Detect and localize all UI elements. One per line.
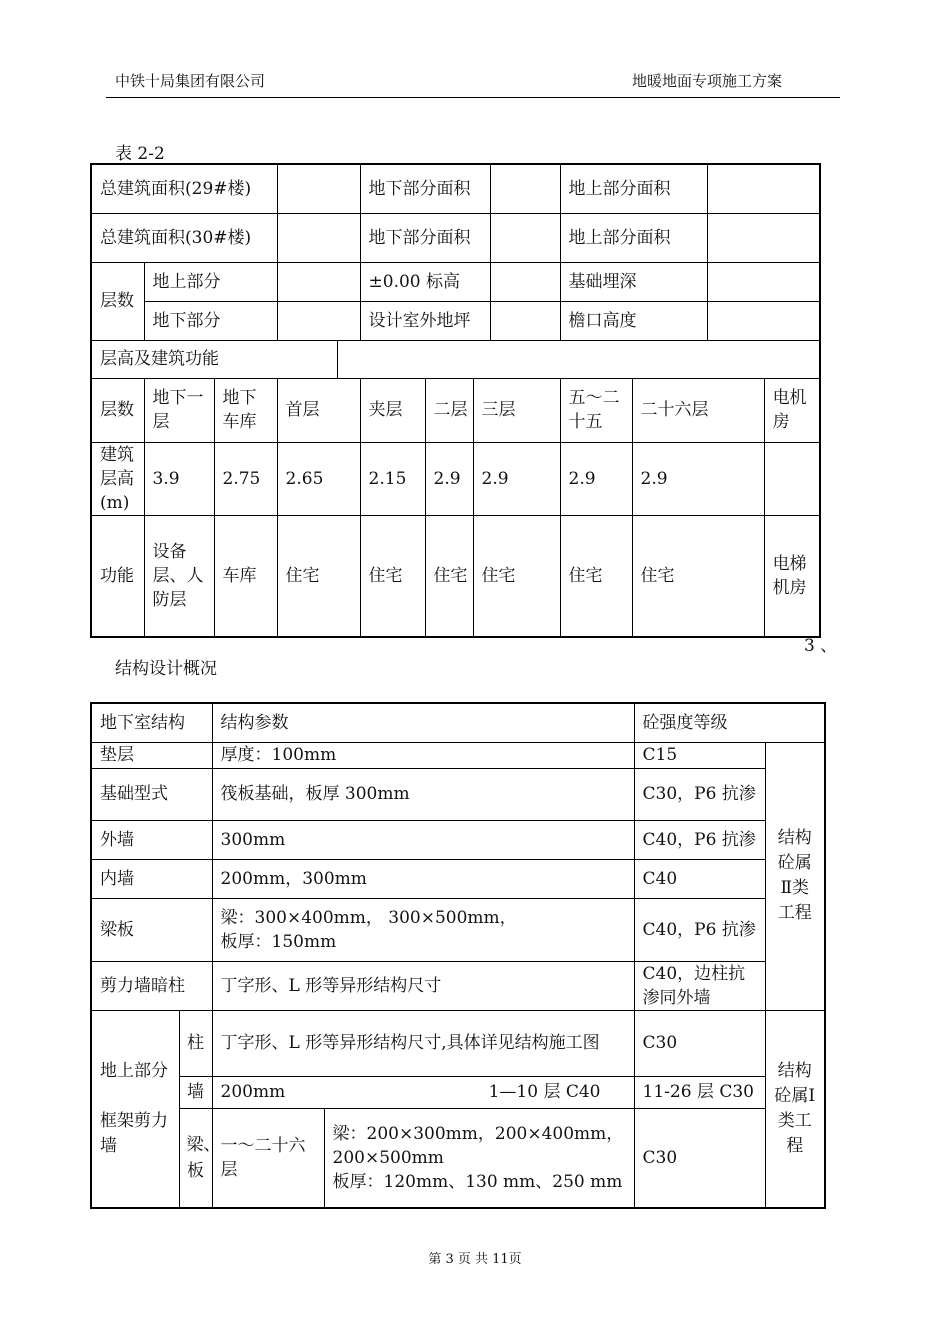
table-row [91, 1108, 825, 1208]
table-row [91, 898, 825, 961]
foundation-depth-label: 基础埋深 [560, 262, 707, 301]
row-param: 梁：300×400mm， 300×500mm， 板厚：150mm [212, 898, 634, 961]
col-header-basement: 地下室结构 [91, 703, 212, 742]
beam-label-cell [179, 1108, 221, 1208]
aboveground-area-value [707, 164, 820, 213]
col-header-params: 结构参数 [212, 703, 634, 742]
aboveground-area-label: 地上部分面积 [560, 164, 707, 213]
column-label: 柱 [179, 1010, 212, 1076]
table-row [91, 768, 825, 820]
underground-area-label: 地下部分面积 [360, 164, 490, 213]
height-value: 3.9 [144, 442, 214, 515]
column-param: 丁字形、L 形等异形结构尺寸,具体详见结构施工图 [212, 1010, 634, 1076]
row-grade: C40，P6 抗渗 [634, 898, 765, 961]
beam-grade: C30 [634, 1108, 765, 1208]
header-doc-title: 地暖地面专项施工方案 [632, 72, 783, 90]
floor-5-25: 五～二十五 [560, 378, 632, 442]
row-param: 筏板基础，板厚 300mm [212, 768, 634, 820]
building-info-table [90, 163, 821, 638]
layers-label: 层数 [91, 262, 144, 340]
total-area-29-label: 总建筑面积(29#楼) [91, 164, 277, 213]
function-value: 电梯机房 [764, 515, 820, 637]
function-row [91, 515, 820, 637]
floor-mezz: 夹层 [360, 378, 425, 442]
floor-3: 三层 [473, 378, 560, 442]
height-value: 2.9 [632, 442, 764, 515]
table-row [91, 703, 825, 742]
total-area-30-label: 总建筑面积(30#楼) [91, 213, 277, 262]
row-grade: C15 [634, 742, 765, 768]
row-name: 梁板 [91, 898, 212, 961]
height-value: 2.75 [214, 442, 277, 515]
row-param: 厚度：100mm [212, 742, 634, 768]
function-value: 住宅 [473, 515, 560, 637]
row-param: 300mm [212, 820, 634, 859]
height-value: 2.9 [425, 442, 473, 515]
aboveground-area-label: 地上部分面积 [560, 213, 707, 262]
table-row [91, 1076, 825, 1108]
header-divider [106, 97, 840, 98]
wall-grade-high: 11-26 层 C30 [634, 1076, 765, 1108]
function-value: 住宅 [632, 515, 764, 637]
above-ground-label: 地上部分 [144, 262, 277, 301]
section-number: 3 、 [804, 636, 838, 656]
table-row [91, 164, 820, 213]
row-grade: C40，边柱抗渗同外墙 [634, 961, 765, 1010]
col-header-grade: 砼强度等级 [634, 703, 825, 742]
table-row [91, 820, 825, 859]
underground-area-label: 地下部分面积 [360, 213, 490, 262]
function-value: 车库 [214, 515, 277, 637]
floor-row [91, 378, 820, 442]
elevation-label: ±0.00 标高 [360, 262, 490, 301]
table-row [91, 340, 820, 378]
beam-param: 梁：200×300mm，200×400mm，200×500mm 板厚：120mm、130 mm、250 mm [324, 1108, 634, 1208]
wall-param: 200mm [220, 1082, 286, 1102]
table-row [91, 262, 820, 301]
function-value: 住宅 [560, 515, 632, 637]
beam-label: 梁、板 [186, 1134, 221, 1181]
function-value: 住宅 [277, 515, 360, 637]
row-name: 垫层 [91, 742, 212, 768]
underground-area-value [490, 164, 560, 213]
row-name: 剪力墙暗柱 [91, 961, 212, 1010]
functions-label: 功能 [91, 515, 144, 637]
table-row [91, 742, 825, 768]
beam-floors: 一～二十六层 [212, 1108, 324, 1208]
height-value: 2.15 [360, 442, 425, 515]
group-class-1: 结构砼属Ⅰ类工程 [765, 1010, 825, 1208]
height-value: 2.9 [473, 442, 560, 515]
row-grade: C30，P6 抗渗 [634, 768, 765, 820]
eave-height-label: 檐口高度 [560, 301, 707, 340]
function-value: 住宅 [360, 515, 425, 637]
header-company: 中铁十局集团有限公司 [115, 72, 266, 90]
heights-label: 建筑层高(m) [91, 442, 144, 515]
table-row [91, 859, 825, 898]
section-title: 结构设计概况 [115, 659, 217, 679]
floor-garage: 地下车库 [214, 378, 277, 442]
height-value: 2.9 [560, 442, 632, 515]
floor-26: 二十六层 [632, 378, 764, 442]
floors-label: 层数 [91, 378, 144, 442]
table-row [91, 961, 825, 1010]
outdoor-grade-label: 设计室外地坪 [360, 301, 490, 340]
height-value [764, 442, 820, 515]
height-value: 2.65 [277, 442, 360, 515]
wall-param-cell [212, 1076, 634, 1108]
table-row [91, 301, 820, 340]
floor-motor: 电机房 [764, 378, 820, 442]
function-title: 层高及建筑功能 [91, 340, 337, 378]
below-ground-label: 地下部分 [144, 301, 277, 340]
height-row [91, 442, 820, 515]
row-name: 基础型式 [91, 768, 212, 820]
row-grade: C40 [634, 859, 765, 898]
table-row [91, 213, 820, 262]
row-param: 丁字形、L 形等异形结构尺寸 [212, 961, 634, 1010]
row-name: 内墙 [91, 859, 212, 898]
wall-grade-low: 1—10 层 C40 [488, 1082, 601, 1102]
floor-1: 首层 [277, 378, 360, 442]
table-row [91, 1010, 825, 1076]
group-class-2: 结构砼属Ⅱ类工程 [765, 742, 825, 1010]
table-caption: 表 2-2 [115, 144, 165, 164]
floor-b1: 地下一层 [144, 378, 214, 442]
row-grade: C40，P6 抗渗 [634, 820, 765, 859]
floor-2: 二层 [425, 378, 473, 442]
column-grade: C30 [634, 1010, 765, 1076]
total-area-29-value [277, 164, 360, 213]
page-footer: 第 3 页 共 11页 [428, 1252, 522, 1267]
function-value: 住宅 [425, 515, 473, 637]
structure-table [90, 702, 826, 1209]
row-name: 外墙 [91, 820, 212, 859]
wall-label: 墙 [179, 1076, 212, 1108]
above-ground-frame-label: 地上部分 框架剪力墙 [91, 1010, 179, 1208]
row-param: 200mm，300mm [212, 859, 634, 898]
function-value: 设备层、人防层 [144, 515, 214, 637]
